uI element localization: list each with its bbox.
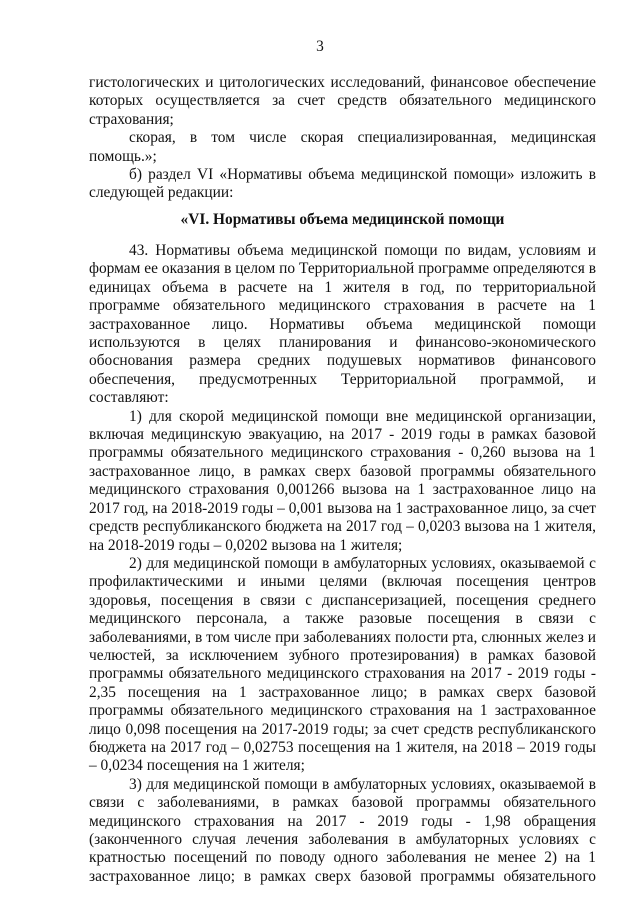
paragraph: 1) для скорой медицинской помощи вне медицинской организации, включая медицинскую эвакуацию, на 2017 - 2019 годы в рамках базовой программы обязательного медицинского страхования - 0,260 вызова на 1 застрахованное лицо, в рамках сверх базовой программы обязательного медицинского страхования 0,001266 вызова на 1 застрахованное лицо на 2017 год, на 2018-2019 годы – 0,001 вызова на 1 застрахованное лицо, за счет средств республиканского бюджета на 2017 год – 0,0203 вызова на 1 жителя, на 2018-2019 годы – 0,0202 вызова на 1 жителя;: [89, 407, 596, 554]
paragraph: гистологических и цитологических исследований, финансовое обеспечение которых осуществляется за счет средств обязательного медицинского страхования;: [89, 74, 596, 128]
paragraph: 43. Нормативы объема медицинской помощи по видам, условиям и формам ее оказания в целом по Территориальной программе определяются в единицах объема в расчете на 1 жителя в год, по территориальной программе обязательного медицинского страхования в расчете на 1 застрахованное лицо. Нормативы объема медицинской помощи используются в целях планирования и финансово-экономического обоснования размера средних подушевых нормативов финансового обеспечения, предусмотренных Территориальной программой, и составляют:: [89, 242, 596, 407]
paragraph: скорая, в том числе скорая специализированная, медицинская помощь.»;: [89, 129, 596, 165]
paragraph-group-intro: [89, 74, 596, 203]
paragraph-group-normatives: [89, 242, 596, 886]
paragraph: 2) для медицинской помощи в амбулаторных условиях, оказываемой с профилактическими и иными целями (включая посещения центров здоровья, посещения в связи с диспансеризацией, посещения среднего медицинского персонала, а также разовые посещения в связи с заболеваниями, в том числе при заболеваниях полости рта, слюнных желез и челюстей, за исключением зубного протезирования) в рамках базовой программы обязательного медицинского страхования на 2017 - 2019 годы - 2,35 посещения на 1 застрахованное лицо; в рамках сверх базовой программы обязательного медицинского страхования на 1 застрахованное лицо 0,098 посещения на 2017-2019 годы; за счет средств республиканского бюджета на 2017 год – 0,02753 посещения на 1 жителя, на 2018 – 2019 годы – 0,0234 посещения на 1 жителя;: [89, 554, 596, 775]
section-heading: «VI. Нормативы объема медицинской помощи: [180, 211, 505, 228]
page-number: 3: [316, 38, 324, 55]
paragraph: 3) для медицинской помощи в амбулаторных условиях, оказываемой в связи с заболеваниями, в рамках базовой программы обязательного медицинского страхования на 2017 - 2019 годы - 1,98 обращения (законченного случая лечения заболевания в амбулаторных условиях с кратностью посещений по поводу одного заболевания не менее 2) на 1 застрахованное лицо; в рамках сверх базовой программы обязательного: [89, 775, 596, 885]
paragraph: б) раздел VI «Нормативы объема медицинской помощи» изложить в следующей редакции:: [89, 166, 596, 202]
